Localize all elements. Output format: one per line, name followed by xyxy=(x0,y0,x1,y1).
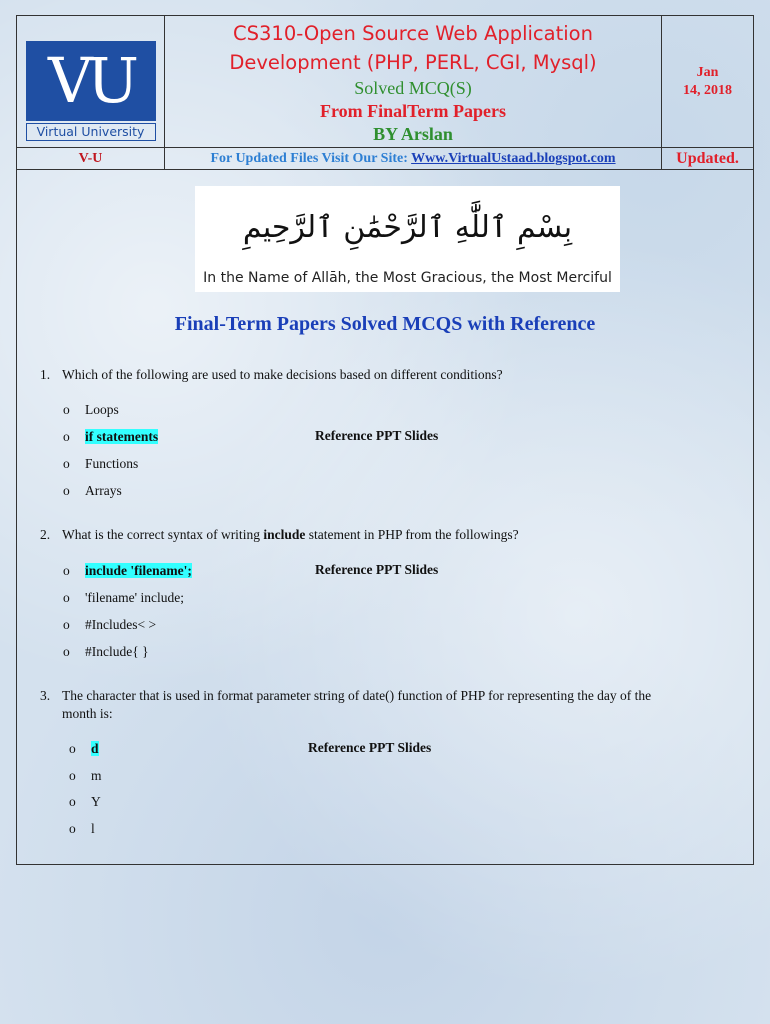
option-2a[interactable] xyxy=(63,562,192,580)
question-2 xyxy=(40,526,519,544)
option-text: Arrays xyxy=(85,483,122,498)
option-3c[interactable] xyxy=(69,793,101,811)
answer-highlight: include 'filename'; xyxy=(85,563,192,578)
option-2c[interactable] xyxy=(63,616,156,634)
question-text: Which of the following are used to make decisions based on different conditions? xyxy=(62,367,503,382)
option-2b[interactable] xyxy=(63,589,184,607)
question-1 xyxy=(40,366,503,384)
option-text: m xyxy=(91,768,102,783)
subtitle-from: From FinalTerm Papers xyxy=(320,101,506,121)
vu-logo xyxy=(26,41,156,141)
bullet: o xyxy=(69,768,76,783)
question-text-part: statement in PHP from the followings? xyxy=(305,527,519,542)
option-3d[interactable] xyxy=(69,820,95,838)
title-cell xyxy=(165,16,662,148)
bullet: o xyxy=(69,741,76,756)
bullet: o xyxy=(63,563,70,578)
bullet: o xyxy=(63,456,70,471)
question-number: 1. xyxy=(40,367,51,382)
date-cell xyxy=(662,16,754,148)
bullet: o xyxy=(63,483,70,498)
site-link[interactable]: Www.VirtualUstaad.blogspot.com xyxy=(411,150,616,166)
vu-logo-mark xyxy=(26,41,156,121)
option-1b[interactable] xyxy=(63,428,158,446)
course-title-line-2: Development (PHP, PERL, CGI, Mysql) xyxy=(229,51,597,74)
date-month: Jan xyxy=(696,64,719,80)
question-3 xyxy=(40,687,651,723)
answer-highlight: if statements xyxy=(85,429,159,444)
site-notice xyxy=(165,148,662,170)
site-prefix: For Updated Files Visit Our Site: xyxy=(210,150,412,166)
option-text: 'filename' include; xyxy=(85,590,184,605)
bullet: o xyxy=(69,794,76,809)
question-text-part: What is the correct syntax of writing xyxy=(62,527,264,542)
bismillah-caption: In the Name of Allāh, the Most Gracious, the Most Merciful xyxy=(203,270,612,286)
question-number: 2. xyxy=(40,527,51,542)
logo-cell xyxy=(17,16,165,148)
bismillah-banner xyxy=(195,186,620,292)
bullet: o xyxy=(63,617,70,632)
bullet: o xyxy=(69,821,76,836)
question-number: 3. xyxy=(40,688,51,703)
option-3b[interactable] xyxy=(69,767,102,785)
date-day-year: 14, 2018 xyxy=(683,82,732,98)
bullet: o xyxy=(63,402,70,417)
question-text xyxy=(62,687,651,723)
question-text-line-1: The character that is used in format parameter string of date() function of PHP for representing the day of the xyxy=(62,688,652,703)
option-text: #Include{ } xyxy=(85,644,149,659)
subtitle-author: BY Arslan xyxy=(373,124,453,144)
vu-logo-caption: Virtual University xyxy=(26,123,156,141)
course-title xyxy=(165,19,661,77)
reference-2: Reference PPT Slides xyxy=(315,562,439,577)
option-2d[interactable] xyxy=(63,643,149,661)
vu-label: V-U xyxy=(17,148,165,170)
question-text-line-2: month is: xyxy=(62,706,113,721)
vu-logo-letters: VU xyxy=(47,43,134,117)
option-1a[interactable] xyxy=(63,401,119,419)
option-1d[interactable] xyxy=(63,482,122,500)
option-3a[interactable] xyxy=(69,740,99,758)
option-text: Functions xyxy=(85,456,139,471)
option-text: Y xyxy=(91,794,101,809)
bullet: o xyxy=(63,644,70,659)
option-1c[interactable] xyxy=(63,455,138,473)
section-heading: Final-Term Papers Solved MCQS with Reference xyxy=(174,313,596,335)
question-text xyxy=(62,526,519,544)
bullet: o xyxy=(63,429,70,444)
option-text: #Includes< > xyxy=(85,617,157,632)
reference-1: Reference PPT Slides xyxy=(315,428,439,443)
option-text: Loops xyxy=(85,402,119,417)
bullet: o xyxy=(63,590,70,605)
bismillah-calligraphy: بِسْمِ ٱللَّٰهِ ٱلرَّحْمَٰنِ ٱلرَّحِيمِ xyxy=(242,210,573,245)
subtitle-solved: Solved MCQ(S) xyxy=(354,78,472,98)
option-text: l xyxy=(91,821,95,836)
question-keyword: include xyxy=(263,527,306,542)
course-title-line-1: CS310-Open Source Web Application xyxy=(233,22,593,45)
header-table xyxy=(16,15,754,170)
answer-highlight: d xyxy=(91,741,99,756)
reference-3: Reference PPT Slides xyxy=(308,740,432,755)
updated-label: Updated. xyxy=(662,148,754,170)
